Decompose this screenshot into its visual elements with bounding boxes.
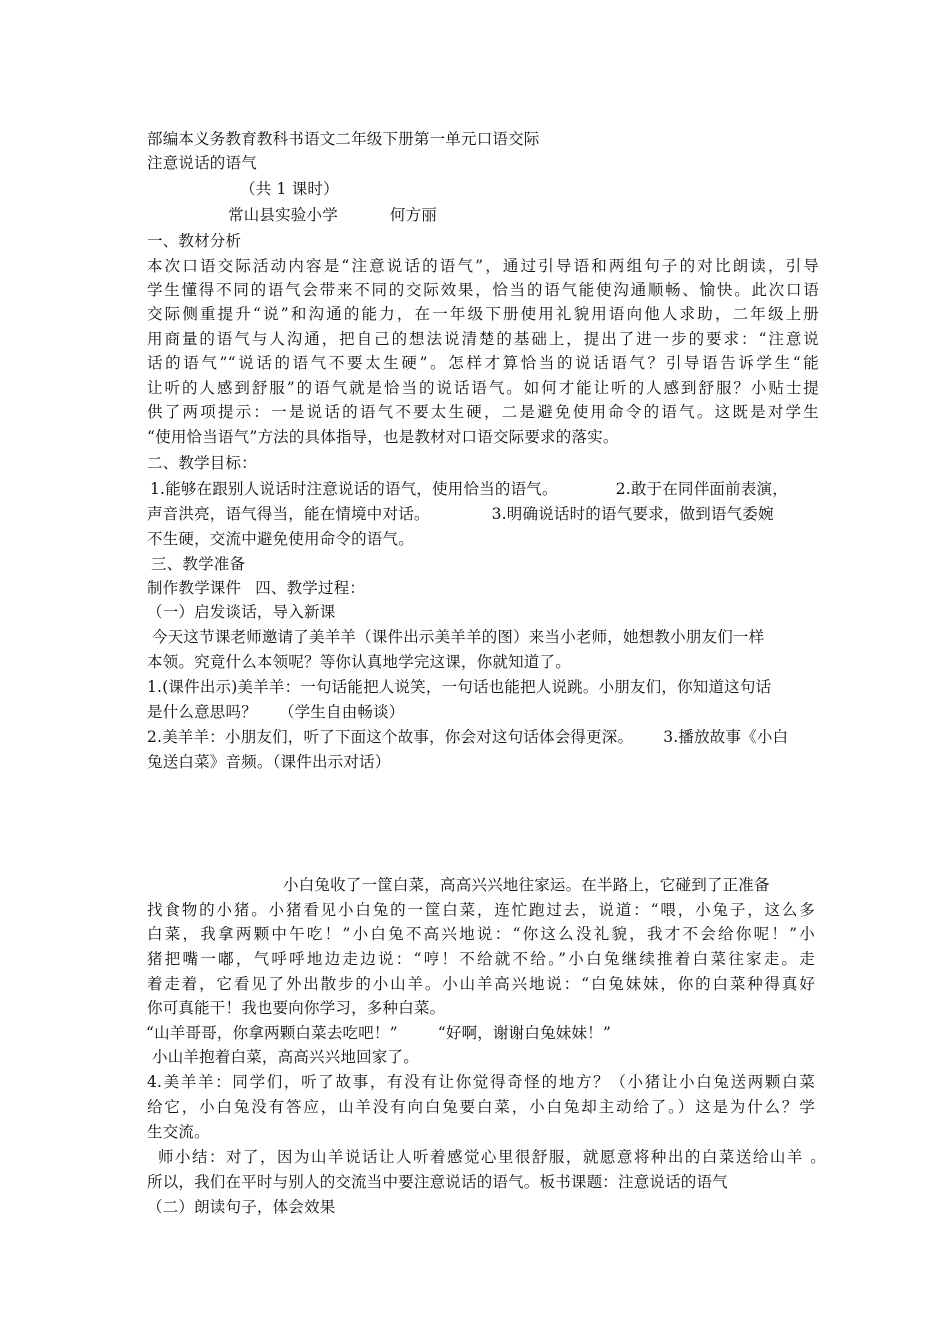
story-line: 猪把嘴一嘟，气呼呼地边走边说：“哼！不给就不给。”小白兔继续推着白菜往家走。走 [147,950,815,968]
goal-3-end: 不生硬，交流中避免使用命令的语气。 [147,530,414,548]
prep-line [147,576,819,600]
story-line: 小白兔收了一筐白菜，高高兴兴地往家运。在半路上，它碰到了正准备 [283,876,770,894]
section1-heading: 一、教材分析 [147,232,242,250]
intro-line: 本领。究竟什么本领呢？等你认真地学完这课，你就知道了。 [147,653,571,671]
goat-quote: “好啊，谢谢白兔妹妹！” [437,1024,611,1042]
item1-note: （学生自由畅谈） [278,703,405,721]
story-line: 白菜，我拿两颗中午吃！”小白兔不高兴地说：“你这么没礼貌，我才不会给你呢！”小 [147,925,815,943]
analysis-line: 交际侧重提升“说”和沟通的能力，在一年级下册使用礼貌用语向他人求助，二年级上册 [147,305,819,323]
school-name: 常山县实验小学 [228,206,338,224]
item3-end: 兔送白菜》音频。（课件出示对话） [147,753,391,771]
goal-3-start: 3.明确说话时的语气要求，做到语气委婉 [491,505,774,523]
analysis-line: 话的语气”“说话的语气不要太生硬”。怎样才算恰当的说话语气？引导语告诉学生“能 [147,354,819,372]
item1-line: 1.(课件出示)美羊羊：一句话能把人说笑，一句话也能把人说跳。小朋友们，你知道这句话 [147,678,772,696]
author-name: 何方丽 [389,206,438,224]
rabbit-quote: “山羊哥哥，你拿两颗白菜去吃吧！” [146,1024,398,1042]
analysis-line: 让听的人感到舒服”的语气就是恰当的说话语气。如何才能让听的人感到舒服？小贴士提 [147,379,819,397]
item1-question: 是什么意思吗？ [147,703,257,721]
analysis-line: 学生懂得不同的语气会带来不同的交际效果，恰当的语气能使沟通顺畅、愉快。此次口语 [147,281,819,299]
item2-line [147,725,819,749]
story-ending: 小山羊抱着白菜，高高兴兴地回家了。 [152,1048,419,1066]
goal-2-start: 2.敢于在同伴面前表演， [615,480,788,498]
lesson-title: 注意说话的语气 [147,154,257,172]
document-title: 部编本义务教育教科书语文二年级下册第一单元口语交际 [147,130,540,148]
summary-line: 所以，我们在平时与别人的交流当中要注意说话的语气。板书课题：注意说话的语气 [147,1173,728,1191]
section3-heading: 三、教学准备 [151,555,246,573]
goal-2-end: 声音洪亮，语气得当，能在情境中对话。 [147,505,430,523]
analysis-line: 用商量的语气与人沟通，把自己的想法说清楚的基础上，提出了进一步的要求：“注意说 [147,330,819,348]
session-count: （共 1 课时） [240,180,339,198]
item1-line [147,700,819,724]
intro-line: 今天这节课老师邀请了美羊羊（课件出示美羊羊的图）来当小老师，她想教小朋友们一样 [152,628,765,646]
item2-text: 2.美羊羊：小朋友们，听了下面这个故事，你会对这句话体会得更深。 [147,728,634,746]
story-line: 你可真能干！我也要向你学习，多种白菜。 [147,999,446,1017]
analysis-line: “使用恰当语气”方法的具体指导，也是教材对口语交际要求的落实。 [147,428,619,446]
step2-heading: （二）朗读句子，体会效果 [147,1198,336,1216]
summary-line: 师小结：对了，因为山羊说话让人听着感觉心里很舒服，就愿意将种出的白菜送给山羊 。 [158,1148,826,1166]
analysis-line: 本次口语交际活动内容是“注意说话的语气”，通过引导语和两组句子的对比朗读，引导 [147,257,819,275]
goals-line [150,477,820,501]
story-line: 找食物的小猪。小猪看见小白兔的一筐白菜，连忙跑过去，说道：“喂，小兔子，这么多 [147,901,815,919]
step1-heading: （一）启发谈话，导入新课 [147,603,336,621]
goal-1: 1.能够在跟别人说话时注意说话的语气，使用恰当的语气。 [150,480,558,498]
author-line [228,203,900,227]
story-dialogue [146,1021,818,1045]
story-line: 着走着，它看见了外出散步的小山羊。小山羊高兴地说：“白兔妹妹，你的白菜种得真好 [147,975,815,993]
teaching-prep: 制作教学课件 [147,579,242,597]
goals-line [147,502,819,526]
item4-line: 4.美羊羊：同学们，听了故事，有没有让你觉得奇怪的地方？（小猪让小白兔送两颗白菜 [147,1073,815,1091]
item4-line: 生交流。 [147,1123,210,1141]
section4-heading: 四、教学过程： [255,579,366,597]
section2-heading: 二、教学目标： [147,454,257,472]
item4-line: 给它，小白兔没有答应，山羊没有向白兔要白菜，小白兔却主动给了。）这是为什么？学 [147,1098,815,1116]
analysis-line: 供了两项提示：一是说话的语气不要太生硬，二是避免使用命令的语气。这既是对学生 [147,403,819,421]
item3-start: 3.播放故事《小白 [663,728,789,746]
